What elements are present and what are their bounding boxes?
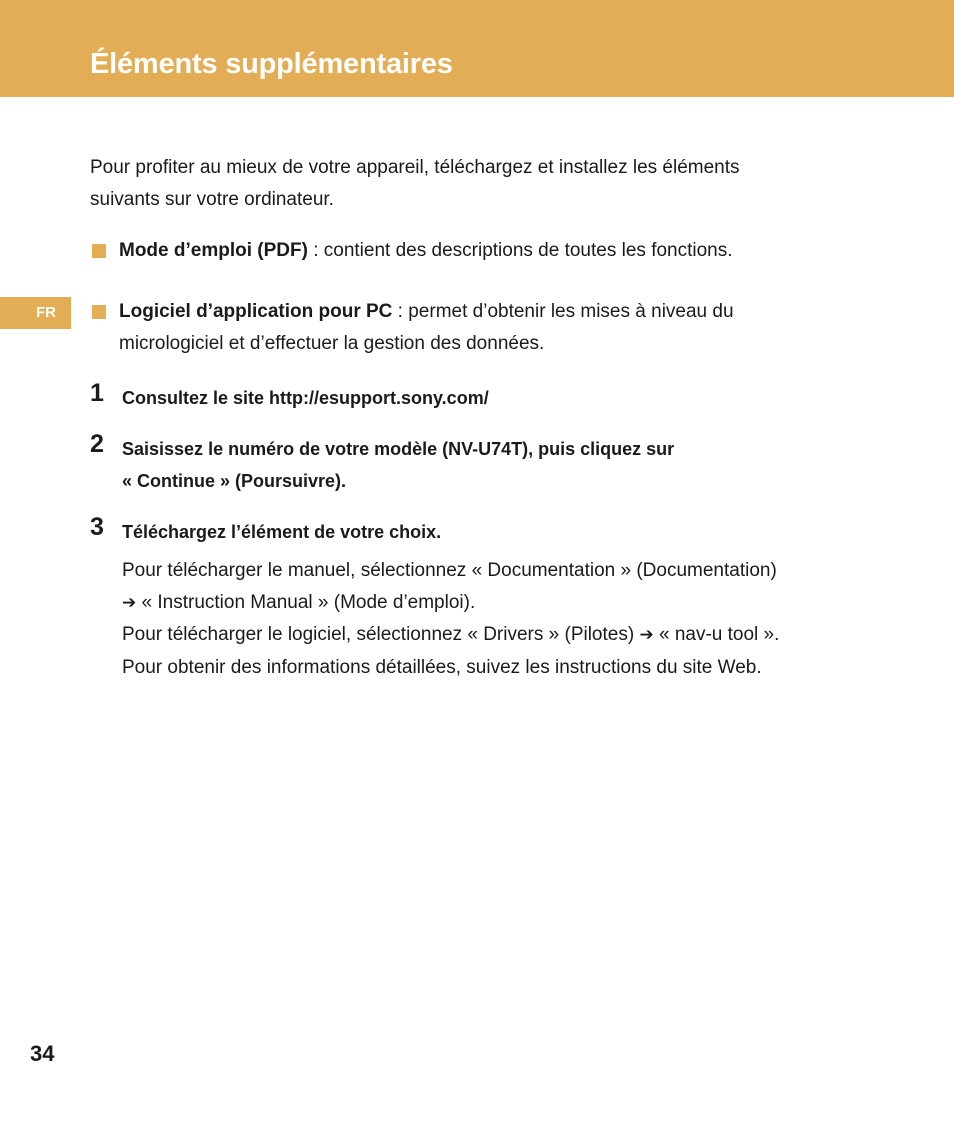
bullet-item-software <box>92 296 852 360</box>
step-3-details <box>122 555 882 683</box>
step-1 <box>90 379 850 414</box>
step-3 <box>90 513 850 548</box>
step-2 <box>90 430 850 497</box>
intro-line-2: suivants sur votre ordinateur. <box>90 189 334 210</box>
detail-line-2 <box>122 587 882 620</box>
page-number: 34 <box>30 1041 55 1066</box>
bullet-description: : contient des descriptions de toutes les fonctions. <box>307 240 733 261</box>
step-number: 2 <box>90 430 104 458</box>
step-number: 3 <box>90 513 104 541</box>
arrow-right-icon: ➔ <box>639 625 654 645</box>
page-title: Éléments supplémentaires <box>90 48 453 80</box>
bullet-text <box>119 296 852 360</box>
intro-paragraph <box>90 152 850 216</box>
step-text-line-1: Saisissez le numéro de votre modèle (NV-U74T), puis cliquez sur <box>122 439 675 459</box>
detail-line-4: Pour obtenir des informations détaillées, suivez les instructions du site Web. <box>122 656 762 678</box>
detail-line-1: Pour télécharger le manuel, sélectionnez « Documentation » (Documentation) <box>122 560 777 581</box>
step-text-line-2: « Continue » (Poursuivre). <box>122 471 347 491</box>
detail-line-2-text: « Instruction Manual » (Mode d’emploi). <box>136 591 476 613</box>
step-text <box>122 433 850 497</box>
detail-line-3-text-b: « nav-u tool ». <box>653 624 780 645</box>
bullet-bold-label: Mode d’emploi (PDF) <box>119 240 308 261</box>
bullet-description-line-2: micrologiciel et d’effectuer la gestion des données. <box>119 333 545 354</box>
bullet-item-manual <box>92 235 852 267</box>
bullet-square-icon <box>92 244 106 258</box>
step-text: Consultez le site http://esupport.sony.com/ <box>122 388 489 408</box>
language-tab: FR <box>0 297 71 329</box>
step-text: Téléchargez l’élément de votre choix. <box>122 522 442 542</box>
detail-line-3-text-a: Pour télécharger le logiciel, sélectionnez « Drivers » (Pilotes) <box>122 624 640 645</box>
bullet-bold-label: Logiciel d’application pour PC <box>119 301 393 322</box>
detail-line-3 <box>122 619 882 652</box>
bullet-description: : permet d’obtenir les mises à niveau du <box>392 301 734 322</box>
bullet-text <box>119 235 852 267</box>
bullet-square-icon <box>92 305 106 319</box>
header-band <box>0 0 954 97</box>
step-number: 1 <box>90 379 104 407</box>
intro-line-1: Pour profiter au mieux de votre appareil, téléchargez et installez les éléments <box>90 157 740 178</box>
arrow-right-icon: ➔ <box>122 592 137 613</box>
